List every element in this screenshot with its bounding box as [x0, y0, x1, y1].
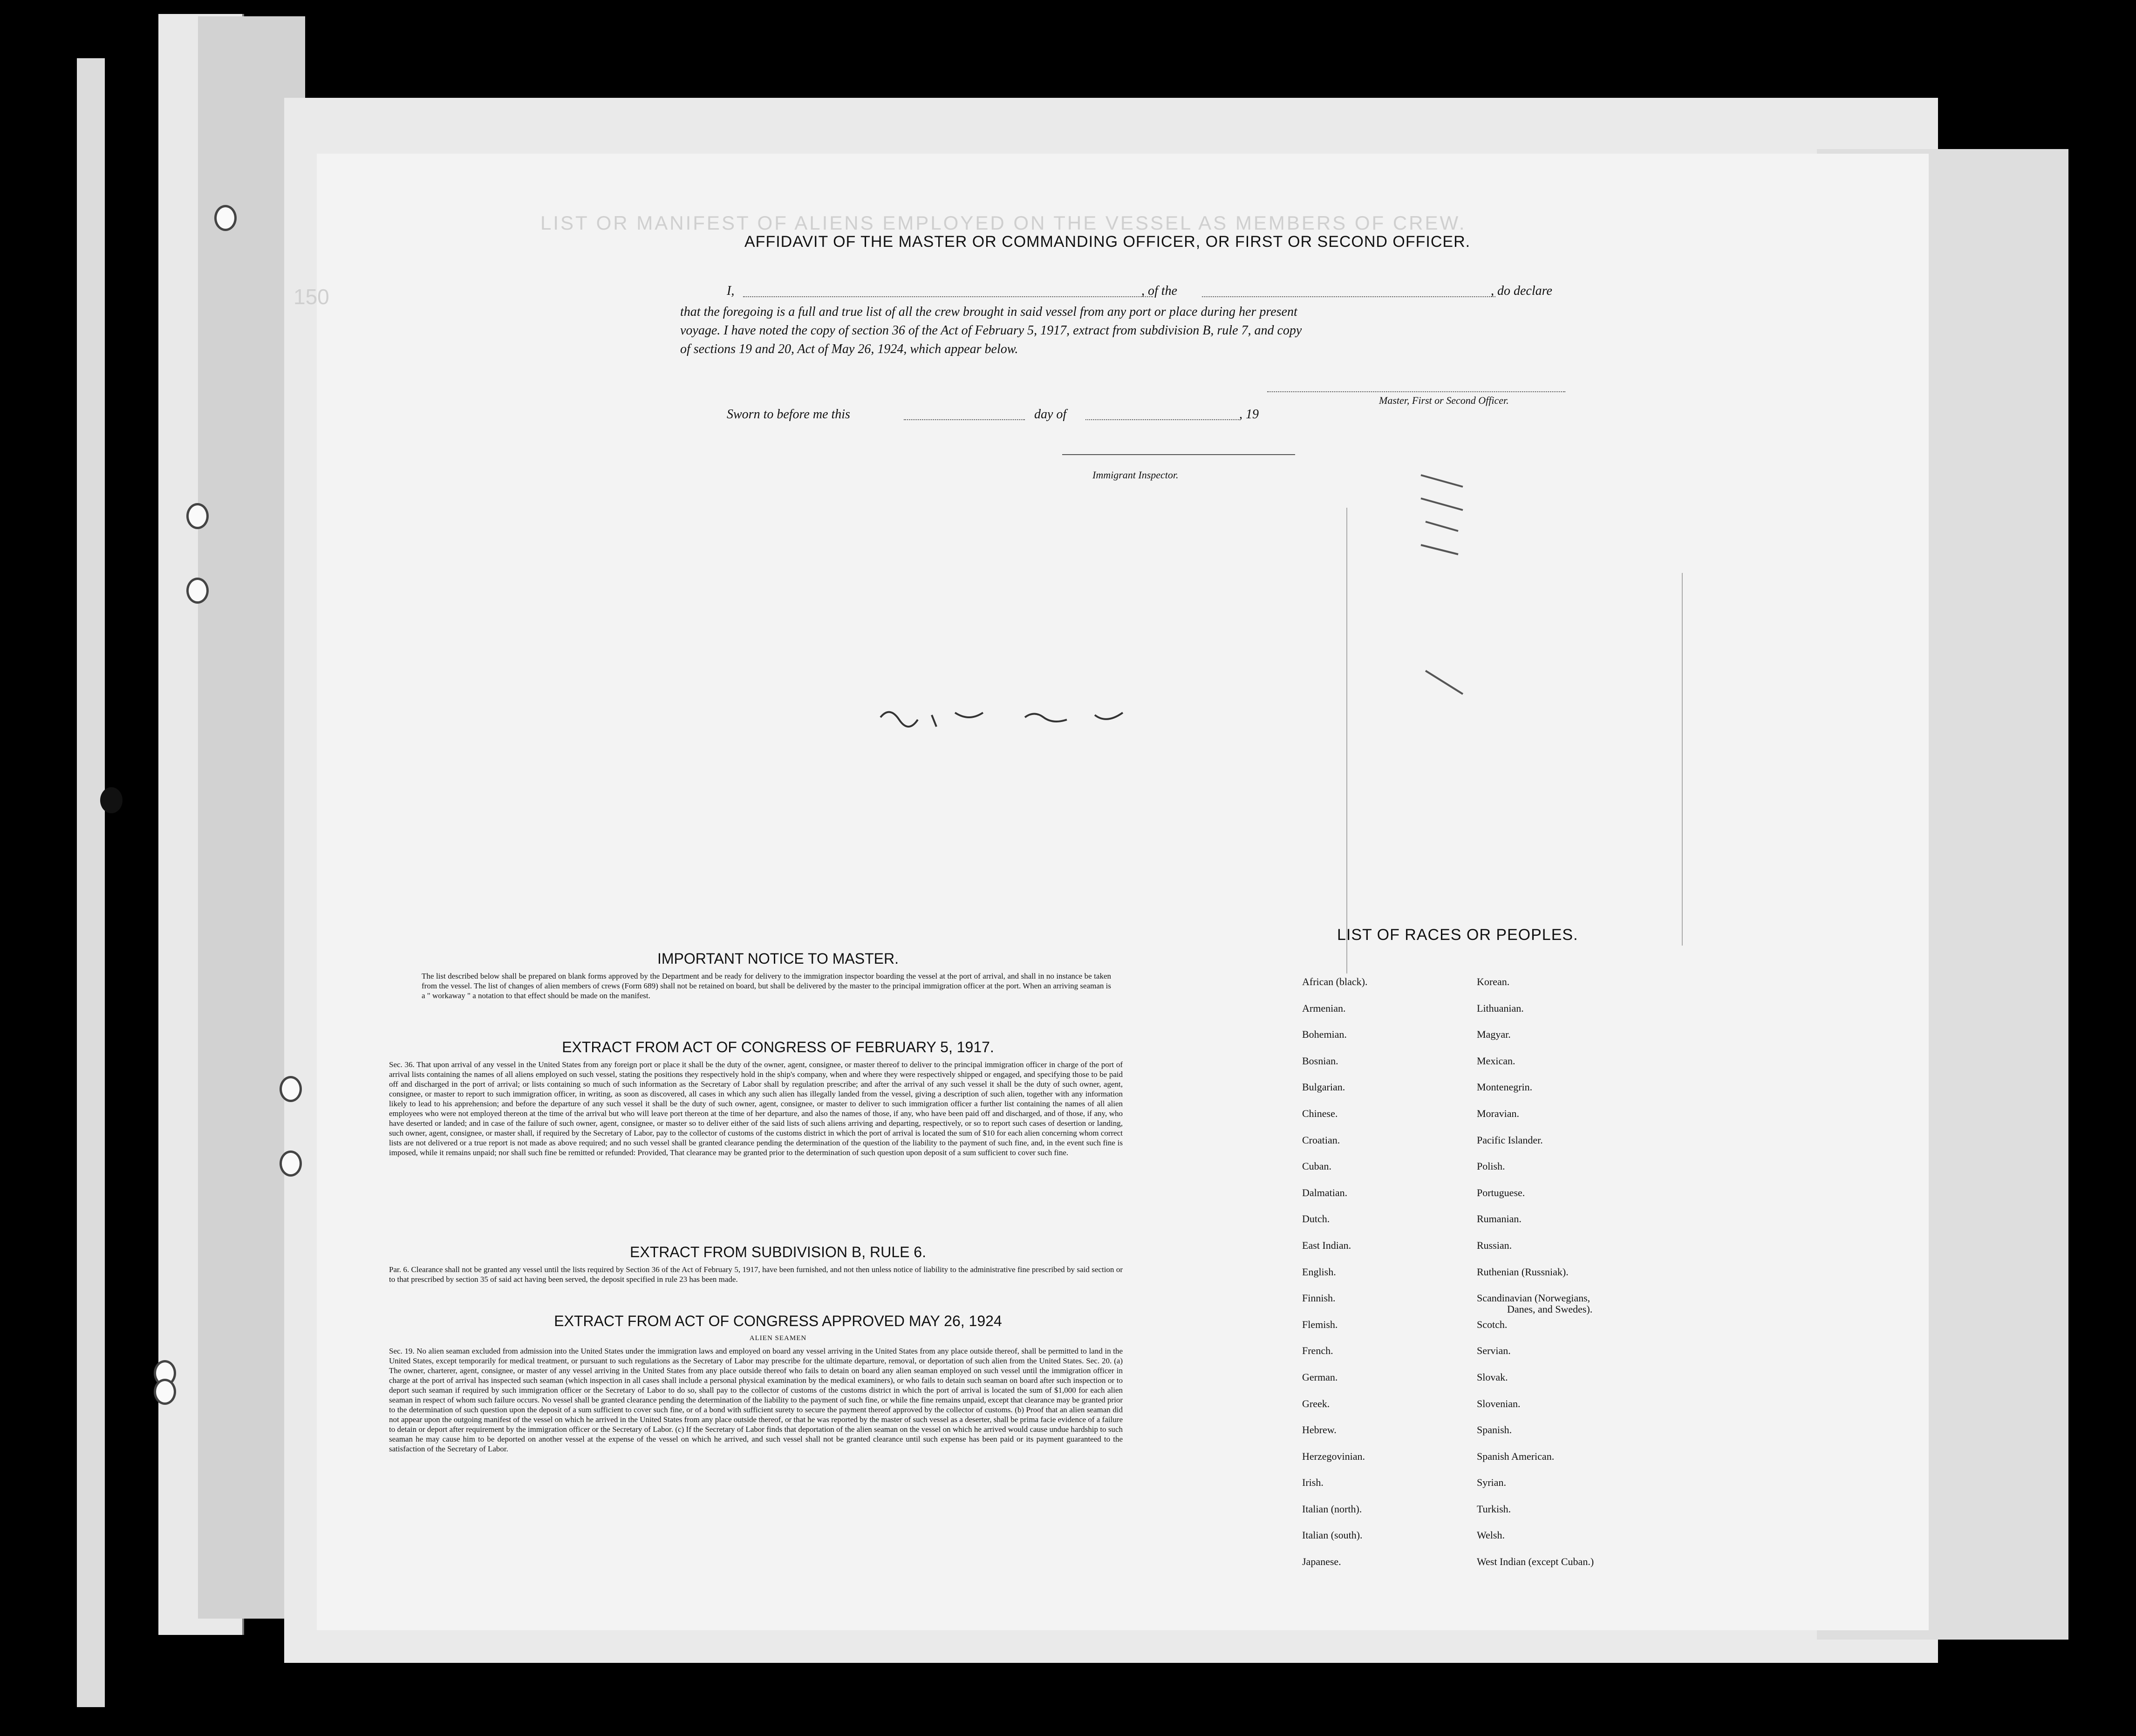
affidavit-of-the: , of the — [1141, 284, 1177, 298]
race-item: Japanese. — [1302, 1556, 1341, 1568]
race-item: Spanish American. — [1477, 1450, 1555, 1462]
race-item: Cuban. — [1302, 1160, 1331, 1172]
race-item: Italian (north). — [1302, 1503, 1362, 1515]
race-item: Lithuanian. — [1477, 1002, 1524, 1014]
day-of-text: day of — [1034, 407, 1067, 422]
race-item: Flemish. — [1302, 1318, 1338, 1330]
race-item: Slovenian. — [1477, 1397, 1521, 1409]
race-item: Welsh. — [1477, 1529, 1505, 1541]
extract-1924-title: EXTRACT FROM ACT OF CONGRESS APPROVED MAY 26, 1924 — [554, 1313, 1002, 1329]
race-item: Servian. — [1477, 1345, 1511, 1357]
master-label: Master, First or Second Officer. — [1379, 395, 1509, 406]
binding-hole — [280, 1151, 302, 1177]
race-item: Ruthenian (Russniak). — [1477, 1266, 1569, 1278]
race-item: Portuguese. — [1477, 1186, 1525, 1198]
race-item: Scandinavian (Norwegians, — [1477, 1292, 1590, 1304]
race-item: English. — [1302, 1266, 1336, 1278]
race-item: Chinese. — [1302, 1107, 1338, 1119]
inspector-label: Immigrant Inspector. — [1092, 469, 1179, 481]
affidavit-do-declare: , do declare — [1491, 284, 1552, 298]
extract-rule6-title: EXTRACT FROM SUBDIVISION B, RULE 6. — [630, 1244, 926, 1260]
extract-1917-text: Sec. 36. That upon arrival of any vessel in the United States from any foreign port or place it shall be the duty of the owner, agent, consignee, or master thereof to deliver to the principal immigration officer in charge of the port of arrival lists containing the names of all aliens employed on such vessel, stating the positions they respectively hold in the ship's company, when and where they were respectively shipped or engaged, and specifying those to be paid off and discharged in the port of arrival; or lists containing so much of such information as the Secretary of Labor shall by regulation prescribe; and after the arrival of any such vessel it shall be the duty of such owner, agent, consignee, or master to report to such immigration officer, in writing, as soon as discovered, all cases in which any such alien has illegally landed from the vessel, giving a description of such alien, together with any information likely to lead to his apprehension; and before the departure of any such vessel it shall be the duty of such owner, agent, consignee, or master to deliver to such immigration officer a further list containing the names of all alien employees who were not employed thereon at the time of the arrival but who will leave port thereon at the time of her departure, and also the names of those, if any, who have been paid off and discharged, and of those, if any, who have deserted or landed; and in case of the failure of such owner, agent, consignee, or master so to deliver either of the said lists of such aliens arriving and departing, respectively, or so to report such cases of desertion or landing, such owner, agent, consignee, or master shall, if required by the Secretary of Labor, pay to the collector of customs of the customs district in which the port of arrival is located the sum of $10 for each alien concerning whom correct lists are not delivered or a true report is not made as above required; and no such vessel shall be granted clearance pending the determination of the question of the liability to the payment of such fine, and, in the event such fine is imposed, while it remains unpaid; nor shall such fine be remitted or refunded: Provided, That clearance may be granted prior to the determination of such question upon deposit of a sum sufficient to cover such fine. — [389, 1060, 1123, 1157]
affidavit-line-3: voyage. I have noted the copy of section 36 of the Act of February 5, 1917, extract from subdivision B, rule 7, and copy — [680, 323, 1302, 338]
races-title: LIST OF RACES OR PEOPLES. — [1337, 926, 1578, 944]
binding-hole — [280, 1076, 302, 1102]
film-strip-left — [77, 58, 105, 1707]
race-item: French. — [1302, 1345, 1333, 1357]
margin-number: 150 — [293, 285, 329, 309]
race-item: Greek. — [1302, 1397, 1330, 1409]
name-line — [743, 296, 1153, 297]
race-item: Croatian. — [1302, 1134, 1340, 1146]
affidavit-line-2: that the foregoing is a full and true list of all the crew brought in said vessel from any port or place during her present — [680, 305, 1297, 319]
race-item: Bulgarian. — [1302, 1081, 1345, 1093]
race-item: Bohemian. — [1302, 1028, 1347, 1041]
tally-marks — [1416, 466, 1472, 699]
binding-hole — [186, 578, 209, 604]
race-item: Herzegovinian. — [1302, 1450, 1365, 1462]
race-item: Dutch. — [1302, 1213, 1330, 1225]
extract-1917-title: EXTRACT FROM ACT OF CONGRESS OF FEBRUARY 5, 1917. — [562, 1039, 994, 1055]
race-item: Moravian. — [1477, 1107, 1520, 1119]
day-line — [904, 419, 1025, 420]
race-scandinavian-cont: Danes, and Swedes). — [1507, 1303, 1593, 1315]
extract-rule6-text: Par. 6. Clearance shall not be granted any vessel until the lists required by Section 36 of the Act of February 5, 1917, have been furnished, and not then unless notice of liability to the administrative fine prescribed by said section or to that prescribed by section 35 of said act having been served, the deposit specified in rule 23 has been made. — [389, 1265, 1123, 1284]
binding-hole — [154, 1379, 176, 1405]
notice-text: The list described below shall be prepared on blank forms approved by the Department and be ready for delivery to the immigration inspector boarding the vessel at the port of arrival, and shall in no instance be taken from the vessel. The list of changes of alien members of crews (Form 689) shall not be retained on board, but shall be delivered by the master to the principal immigration officer at the port. When an arriving seaman is a " workaway " a notation to that effect should be made on the manifest. — [422, 972, 1111, 1000]
race-item: Finnish. — [1302, 1292, 1336, 1304]
ghost-column-line — [1682, 573, 1683, 946]
race-item: Italian (south). — [1302, 1529, 1363, 1541]
race-item: African (black). — [1302, 976, 1368, 987]
race-item: Rumanian. — [1477, 1213, 1522, 1225]
race-item: Armenian. — [1302, 1002, 1346, 1014]
handwritten-scribble — [876, 699, 1211, 736]
month-line — [1085, 419, 1239, 420]
race-item: Syrian. — [1477, 1477, 1506, 1489]
affidavit-title: AFFIDAVIT OF THE MASTER OR COMMANDING OFFICER, OR FIRST OR SECOND OFFICER. — [744, 233, 1471, 251]
year-text: , 19 — [1239, 407, 1259, 422]
binding-hole — [186, 503, 209, 529]
extract-1924-text: Sec. 19. No alien seaman excluded from admission into the United States under the immigration laws and employed on board any vessel arriving in the United States from any place outside thereof, shall be permitted to land in the United States, except temporarily for medical treatment, or pursuant to such regulations as the Secretary of Labor may prescribe for the ultimate departure, removal, or deportation of such alien from the United States. Sec. 20. (a) The owner, charterer, agent, consignee, or master of any vessel arriving in the United States from any place outside thereof who fails to detain on board any alien seaman employed on such vessel until the immigration officer in charge at the port of arrival has inspected such seaman (which inspection in all cases shall include a personal physical examination by the medical examiners), or who fails to detain such seaman on board after such inspection or to deport such seaman if required by such immigration officer or the Secretary of Labor to do so, shall pay to the collector of customs of the customs district in which the port of arrival is located the sum of $1,000 for each alien seaman in respect of whom such failure occurs. No vessel shall be granted clearance pending the determination of the liability to the payment of such fine, or while the fine remains unpaid, except that clearance may be granted prior to the determination of such question upon the deposit of a sum sufficient to cover such fine, or of a bond with sufficient surety to secure the payment thereof approved by the collector of customs. (b) Proof that an alien seaman did not appear upon the outgoing manifest of the vessel on which he arrived in the United States from any place outside thereof, or that he was reported by the master of such vessel as a deserter, shall be prima facie evidence of a failure to detain or deport after requirement by the immigration officer or the Secretary of Labor. (c) If the Secretary of Labor finds that deportation of the alien seaman on the vessel on which he arrived would cause undue hardship to such seaman he may cause him to be deported on another vessel at the expense of the vessel on which he arrived, and such vessel shall not be granted clearance until such expense has been paid or its payment guaranteed to the satisfaction of the Secretary of Labor. — [389, 1347, 1123, 1453]
affidavit-i: I, — [727, 284, 735, 298]
race-item: Polish. — [1477, 1160, 1505, 1172]
vessel-line — [1202, 296, 1495, 297]
ghost-header: LIST OR MANIFEST OF ALIENS EMPLOYED ON THE VESSEL AS MEMBERS OF CREW. — [540, 212, 1467, 234]
race-item: Slovak. — [1477, 1371, 1508, 1383]
races-left-column — [1302, 969, 1367, 1575]
race-item: East Indian. — [1302, 1239, 1351, 1251]
extract-1924-subtitle: ALIEN SEAMEN — [749, 1334, 807, 1342]
race-item: West Indian (except Cuban.) — [1477, 1556, 1594, 1568]
race-item: Magyar. — [1477, 1028, 1511, 1041]
affidavit-line-4: of sections 19 and 20, Act of May 26, 1924, which appear below. — [680, 342, 1018, 356]
race-item: Dalmatian. — [1302, 1186, 1348, 1198]
race-item: Russian. — [1477, 1239, 1512, 1251]
sworn-text: Sworn to before me this — [727, 407, 850, 422]
race-item: Montenegrin. — [1477, 1081, 1533, 1093]
race-item: Hebrew. — [1302, 1424, 1337, 1436]
race-item: German. — [1302, 1371, 1338, 1383]
notice-title: IMPORTANT NOTICE TO MASTER. — [657, 950, 899, 967]
race-item: Pacific Islander. — [1477, 1134, 1543, 1146]
race-item: Scotch. — [1477, 1318, 1508, 1330]
inspector-line — [1062, 454, 1295, 455]
binding-hole — [214, 205, 237, 231]
race-item: Mexican. — [1477, 1055, 1515, 1067]
race-item: Irish. — [1302, 1477, 1324, 1489]
race-item: Turkish. — [1477, 1503, 1511, 1515]
ghost-column-line — [1346, 508, 1347, 974]
binding-hole — [100, 787, 123, 813]
races-right-column — [1477, 969, 1594, 1575]
race-item: Bosnian. — [1302, 1055, 1338, 1067]
race-item: Korean. — [1477, 976, 1510, 987]
race-item: Spanish. — [1477, 1424, 1512, 1436]
